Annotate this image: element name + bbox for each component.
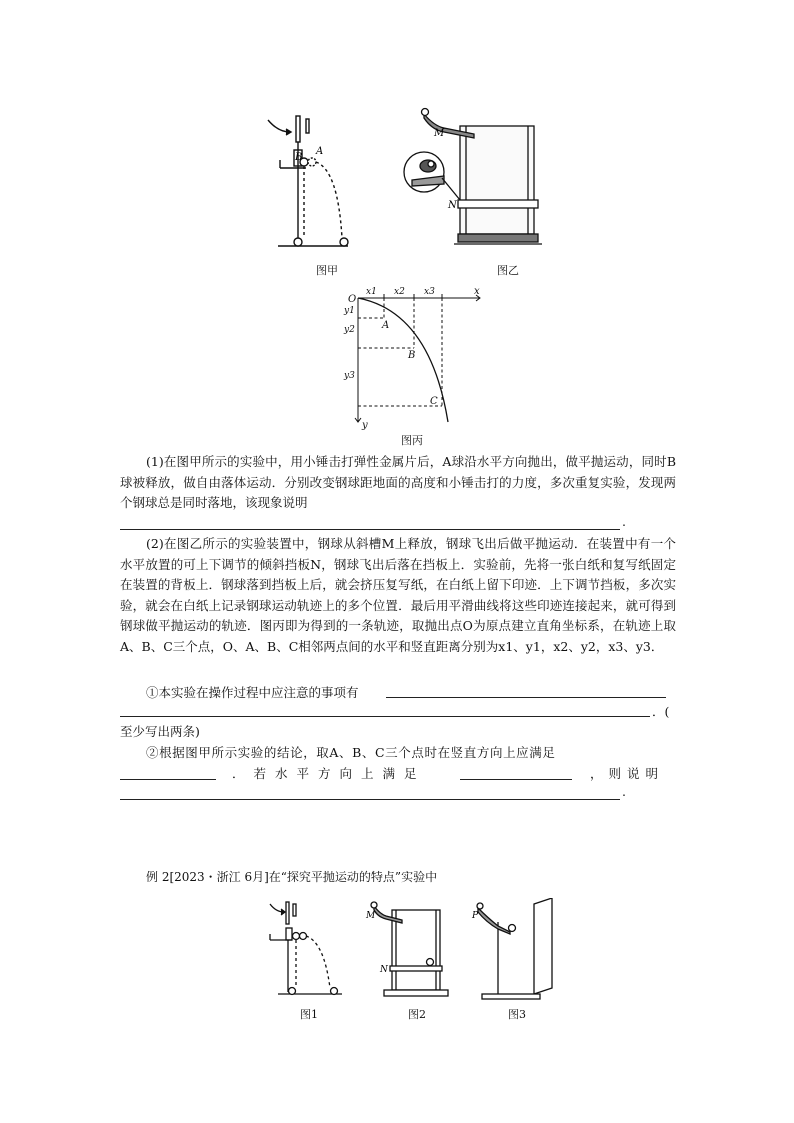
q2-sub2-blank-vertical[interactable]	[120, 779, 216, 780]
q2-sub2-mid1: ．若水平方向上满足	[232, 766, 426, 781]
bing-tick-y2: y2	[344, 325, 355, 335]
bing-tick-x2: x2	[394, 287, 405, 297]
q2-sub2-mid2: ，则说明	[590, 766, 665, 781]
example-figure-2	[362, 900, 452, 1004]
example-label-M: M	[366, 911, 376, 921]
example-figure-1-caption: 图1	[300, 1008, 318, 1021]
jia-label-B: B	[295, 152, 303, 163]
bing-point-C: C	[430, 396, 438, 407]
example-2-title: 例 2[2023・浙江 6月]在“探究平抛运动的特点”实验中	[146, 870, 438, 884]
q1-answer-blank[interactable]	[120, 529, 620, 530]
q2-sub1-blank-a[interactable]	[386, 697, 666, 698]
bing-tick-y1: y1	[344, 306, 355, 316]
figure-yi	[398, 104, 548, 254]
q2-sub2-lead: ②根据图甲所示实验的结论，取A、B、C三个点时在竖直方向上应满足	[146, 745, 556, 760]
figure-jia	[258, 110, 358, 255]
q2-sub1-blank-b[interactable]	[120, 716, 650, 717]
bing-point-A: A	[382, 320, 390, 331]
q2-sub2-blank-horizontal[interactable]	[460, 779, 572, 780]
bing-x-axis: x	[474, 286, 480, 297]
figure-jia-caption: 图甲	[316, 264, 338, 277]
example-figure-3-caption: 图3	[508, 1008, 526, 1021]
example-label-N: N	[380, 965, 388, 975]
example-figure-3	[468, 898, 562, 1002]
figure-bing-caption: 图丙	[401, 434, 423, 447]
jia-label-A: A	[316, 146, 324, 157]
question-1-text: (1)在图甲所示的实验中，用小锤击打弹性金属片后，A球沿水平方向抛出，做平抛运动，同时B球被释放，做自由落体运动．分别改变钢球距地面的高度和小锤击打的力度，多次重复实验，发现两个钢球总是同时落地，该现象说明	[120, 454, 676, 510]
example-figure-1	[262, 896, 348, 1000]
bing-tick-x3: x3	[424, 287, 435, 297]
yi-label-M: M	[434, 128, 445, 139]
q1-end-period: .	[622, 514, 626, 529]
yi-label-N: N	[448, 200, 457, 211]
question-2-text: (2)在图乙所示的实验装置中，钢球从斜槽M上释放，钢球飞出后做平抛运动．在装置中有一个水平放置的可上下调节的倾斜挡板N，钢球飞出后落在挡板上．实验前，先将一张白纸和复写纸固定在装置的背板上．钢球落到挡板上后，就会挤压复写纸，在白纸上留下印迹．上下调节挡板，多次实验，就会在白纸上记录钢球运动轨迹上的多个位置．最后用平滑曲线将这些印迹连接起来，就可得到钢球做平抛运动的轨迹．图丙即为得到的一条轨迹，取抛出点O为原点建立直角坐标系，在轨迹上取A、B、C三个点，O、A、B、C相邻两点间的水平和竖直距离分别为x1、y1，x2、y2，x3、y3．	[120, 536, 676, 654]
bing-origin: O	[348, 294, 357, 305]
bing-tick-x1: x1	[366, 287, 377, 297]
q2-sub2-blank-conclusion[interactable]	[120, 799, 620, 800]
q2-sub2-end: .	[622, 784, 626, 799]
bing-y-axis: y	[362, 420, 368, 431]
figure-bing	[340, 282, 490, 432]
bing-point-B: B	[408, 350, 416, 361]
figure-yi-caption: 图乙	[497, 264, 519, 277]
example-label-P: P	[472, 911, 479, 921]
q2-sub1-tail: 至少写出两条)	[120, 724, 200, 739]
q2-sub1-end: ．(	[652, 704, 670, 719]
q2-sub1-lead: ①本实验在操作过程中应注意的事项有	[146, 685, 359, 700]
bing-tick-y3: y3	[344, 371, 355, 381]
example-figure-2-caption: 图2	[408, 1008, 426, 1021]
